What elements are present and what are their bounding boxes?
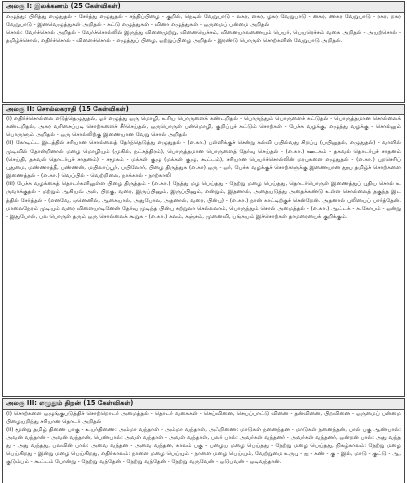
unit-1-grammar-section <box>2 1 405 103</box>
unit-3-paragraph-i: (i) சொற்களை ஒழுங்குபடுத்திச் சொற்றொடர் அமைத்தல் - தொடர் வகைகள் - செய்வினை, செயப்பாட்டு வினை - தன்வினை, பிறவினை - ஒருமைப் பன்மை பிழையறிந்து சரியான தொடர் அறிதல் <box>6 410 401 425</box>
unit-3-writing-section <box>2 398 405 483</box>
unit-3-body <box>3 410 404 483</box>
unit-1-header: அலகு I: இலக்கணம் (25 கேள்விகள்) <box>3 2 404 13</box>
unit-2-paragraph-iii: (iii) பேச்சு வழக்கைத் தொடர்களிலுள்ள பிழை திருத்தம் - (எ.கா.) நேத்து மழ பெய்தது - நேற்று மழை பெய்தது, தொடர்பொருள் இணைத்துப் புதிய சொல் உருவாக்குதல் - மற்றும் ஆகியவ் அல், பிறகு, வரை, இருப்பினும், இருப்பினும், என்றும், இதனால், அதையடுத்து அதைக்கண்டு உள்ள சொல்லைத் தகுந்த இடத்தில் சேர்த்தல் - (எனவே, ஏனெனில், ஆகையால், அதுபோல, அதனால், வரை, பின்பு) - (எ.கா.) நான் காட்டிற்குச் சென்றேன். அதனால் புலியைப் பார்த்தேன். மாலைநேரம் முடியும் வரை விளையாடினேன் தேர்வு முடிந்த பின்பு சுற்றுலா செல்லலாம், பொருந்தும் சொல் அமைத்தல் - (எ.கா.) ஆட்டக் - சு.கோபம் - ஒன்று - இதுபோல், பல பொருள் தரும் ஒரு சொல்லைக் கூறுக - (எ.கா.) கலம், கஞ்சம், முனைவி, பங்கயம் இச்சொற்கள் தாமரையைக் குறிக்கும். <box>6 181 401 220</box>
unit-2-paragraph-i: (i) எதிர்ச்சொல்லை எடுத்தெழுதுதல், ஓர் எழுத்து ஒரு மொழி, உரிய பொருளைக் கண்டறிதல் - பொருந்தும் பொருளைச் சுட்டுதல் - பொருத்தமான சொல்லைக் கண்டறிதல், அகர வரிசைப்படி சொற்களைச் சீர்செய்தல், ஒருபொருள் பன்மொழி, குறிப்புச் சுட்டும் சொற்கள் - பேச்சு வழக்கு, எழுத்து வழக்கு - சொல்லும் பொருளும் அறிதல் - ஒரு சொல்லிற்கு இணையான வேறு சொல் அறிதல் <box>6 116 401 139</box>
unit-2-body <box>3 115 404 396</box>
unit-3-paragraph-ii: (ii) மூன்று தமிழ் திணை பாகு - உயர்திணை: அம்மா வந்தாள் - அம்மா வந்தாள், அஃறிணை: மாடுகள் நனைந்தன - மாடுகள் நனைந்தன், பால் பகு ஆண்பால்: அவன் வந்தான் - அவன் வந்தான், பெண்பால்: அவள் வந்தாள் - அவள் வந்தாள், பலர் பால்: அவர்கள் வந்தனர் - அவர்கள் வந்தனர், ஒன்றன் பால்: அது வந்தது - அது வந்தது, பலவின் பால்: அவை வந்தன - அவை வந்தன, காலம் பகு - பழைய மழை பெய்தது - நேற்று மழை பெய்தது, நிகழ்காலம்: நேற்று மழை பெய்கிறது - இன்று மழை பெய்கிறது, எதிர்காலம்: நாளை மழை பெய்யும் - நாளை மழை பெய்யும், வேற்றுமை உருபு - ஐ - கண் - கு - இல், மாடு - குட்டு - ஆ, குடும்பம் - கூட்டம் போன்று - நேற்று வந்தேன் - நேற்று வந்தேன் - நேற்று வருவேன் - ஒடுபவன் - ஒடிவந்தான். <box>6 426 401 466</box>
unit-2-vocabulary-section <box>2 104 405 398</box>
unit-2-paragraph-ii: (ii) கோடிட்ட இடத்தில் சரியான சொல்லைத் தேர்ந்தெடுத்து எழுதுதல் - (எ.கா.) பள்ளிக்குச் சென்று கல்வி பயில்வது சிறப்பு (பயிலுதல், எழுதுதல்) - வாளில் முடிவில் தோன்றினால் மழை மொழியும் (முகில், நட்சத்திரம்), பொருத்தமான பொருளைத் தேர்வு செய்தல் - (எ.கா.) ஊடகம் - தகவல் தொடர்புச் சாதனம் (செய்தி, தகவல் தொடர்புச் சாதனம்) - சமூகம் - மக்கள் குழு (மக்கள் குழு, கூட்டம்), சரியான பெயர்ச்சொல்லின் மரபுகளை எழுதுதல் - (எ.கா.) புறசெரிப் புதுமை, மண்ணாத்தீ, பண்ணன், மயிலாப்பூர், பயிலோர், பிழை திருத்துக (எ.கா) ஒரு - ஒர், பேச்சு வழக்குச் சொற்களுக்கு இணையான தூய தமிழ்ச் சொற்களை இணைத்தல் - (எ.கா.) வெப்பில் - வெற்றிலை, நாக்கால் - நாற்காலி <box>6 140 401 180</box>
unit-1-words-paragraph: சொல்: வேர்ச்சொல் அறிதல் - வேர்ச்சொல்லில் இருந்து வினைமுற்று, வினையெச்சம், வினையாலணையும் பெயர், பெயரெச்சம் வகை அறிதல் - அயற்சொல் - தமிழ்ச்சொல், எதிர்ச்சொல் - விளைச்சொல் - எழுத்துப் பிழை, ஒற்றுப்பிழை அறிதல் - இரண்டு பொருள் சொற்களின் வேறுபாடு அறிதல். <box>6 29 401 44</box>
unit-1-letters-paragraph: எழுத்து: பிரித்து எழுதுதல் - சேர்த்து எழுதுதல் - சந்திப்பிழை - குறில், நெடில் வேறுபாடு - லகர, ளகர, ழகர வேறுபாடு - னகர, ணகர வேறுபாடு - ரகர, றகர வேறுபாடு - இனவெழுத்துகள் அறிதல் - சுட்டு எழுத்துகள் - வினா எழுத்துகள் - ஒருமைப் பன்மை அறிதல் <box>6 13 401 28</box>
unit-3-header: அலகு III: எழுதும் திறன் (15 கேள்விகள்) <box>3 399 404 410</box>
unit-2-header: அலகு II: சொல்லகராதி (15 கேள்விகள்) <box>3 105 404 116</box>
unit-1-body <box>3 13 404 102</box>
